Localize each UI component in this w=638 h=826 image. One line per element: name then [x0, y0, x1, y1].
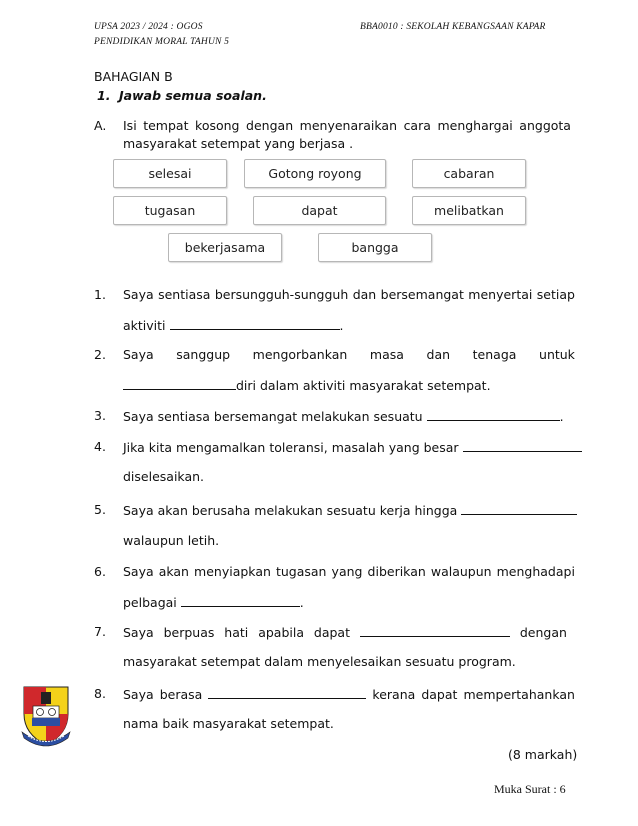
q2-line1: Saya sanggup mengorbankan masa dan tenaga untuk: [123, 347, 575, 362]
q2-number: 2.: [94, 347, 106, 362]
q6-line2: pelbagai .: [123, 595, 304, 610]
q8-line1: Saya berasa kerana dapat mempertahankan: [123, 687, 575, 702]
q4-line2: diselesaikan.: [123, 469, 204, 484]
header-left-line2: PENDIDIKAN MORAL TAHUN 5: [94, 37, 230, 47]
q5-blank[interactable]: [461, 502, 577, 515]
q7-line2: masyarakat setempat dalam menyelesaikan sesuatu program.: [123, 654, 516, 669]
word-box-selesai: selesai: [113, 159, 227, 188]
q8-number: 8.: [94, 686, 106, 701]
part-a-line1: Isi tempat kosong dengan menyenaraikan cara menghargai anggota: [123, 118, 571, 133]
page-number: Muka Surat : 6: [494, 782, 566, 796]
q1-number: 1.: [94, 287, 106, 302]
word-box-bangga: bangga: [318, 233, 432, 262]
word-box-dapat: dapat: [253, 196, 386, 225]
part-a-label: A.: [94, 118, 107, 133]
word-box-melibatkan: melibatkan: [412, 196, 526, 225]
q4-line1: Jika kita mengamalkan toleransi, masalah yang besar: [123, 439, 582, 456]
word-box-bekerjasama: bekerjasama: [168, 233, 282, 262]
q8-line2: nama baik masyarakat setempat.: [123, 716, 334, 731]
q5-number: 5.: [94, 502, 106, 517]
q7-number: 7.: [94, 624, 106, 639]
q7-blank[interactable]: [360, 624, 510, 637]
word-box-cabaran: cabaran: [412, 159, 526, 188]
q5-line1: Saya akan berusaha melakukan sesuatu kerja hingga: [123, 502, 577, 519]
q4-blank[interactable]: [463, 439, 582, 452]
q2-blank[interactable]: [123, 377, 236, 390]
q6-blank[interactable]: [181, 594, 300, 607]
q4-number: 4.: [94, 439, 106, 454]
q7-line1: Saya berpuas hati apabila dapat dengan: [123, 625, 567, 640]
q8-blank[interactable]: [208, 686, 366, 699]
q5-line2: walaupun letih.: [123, 533, 220, 548]
word-box-tugasan: tugasan: [113, 196, 227, 225]
q1-blank[interactable]: [170, 317, 340, 330]
q3-blank[interactable]: [427, 408, 560, 421]
school-crest-logo: [20, 684, 72, 748]
header-right: BBA0010 : SEKOLAH KEBANGSAAN KAPAR: [360, 22, 546, 32]
q1-line1: Saya sentiasa bersungguh-sungguh dan bersemangat menyertai setiap: [123, 287, 575, 302]
q3-number: 3.: [94, 408, 106, 423]
q2-line2: diri dalam aktiviti masyarakat setempat.: [123, 377, 491, 394]
section-title: BAHAGIAN B: [94, 69, 173, 84]
q1-line2: aktiviti .: [123, 318, 344, 333]
word-box-gotong-royong: Gotong royong: [244, 159, 386, 188]
part-a-line2: masyarakat setempat yang berjasa .: [123, 136, 354, 151]
q6-number: 6.: [94, 564, 106, 579]
q6-line1: Saya akan menyiapkan tugasan yang diberikan walaupun menghadapi: [123, 564, 575, 579]
header-left-line1: UPSA 2023 / 2024 : OGOS: [94, 22, 203, 32]
instruction-number: 1.: [97, 88, 111, 103]
marks-label: (8 markah): [508, 747, 578, 762]
q3-line1: Saya sentiasa bersemangat melakukan sesuatu .: [123, 409, 564, 424]
instruction-text: Jawab semua soalan.: [119, 88, 267, 103]
